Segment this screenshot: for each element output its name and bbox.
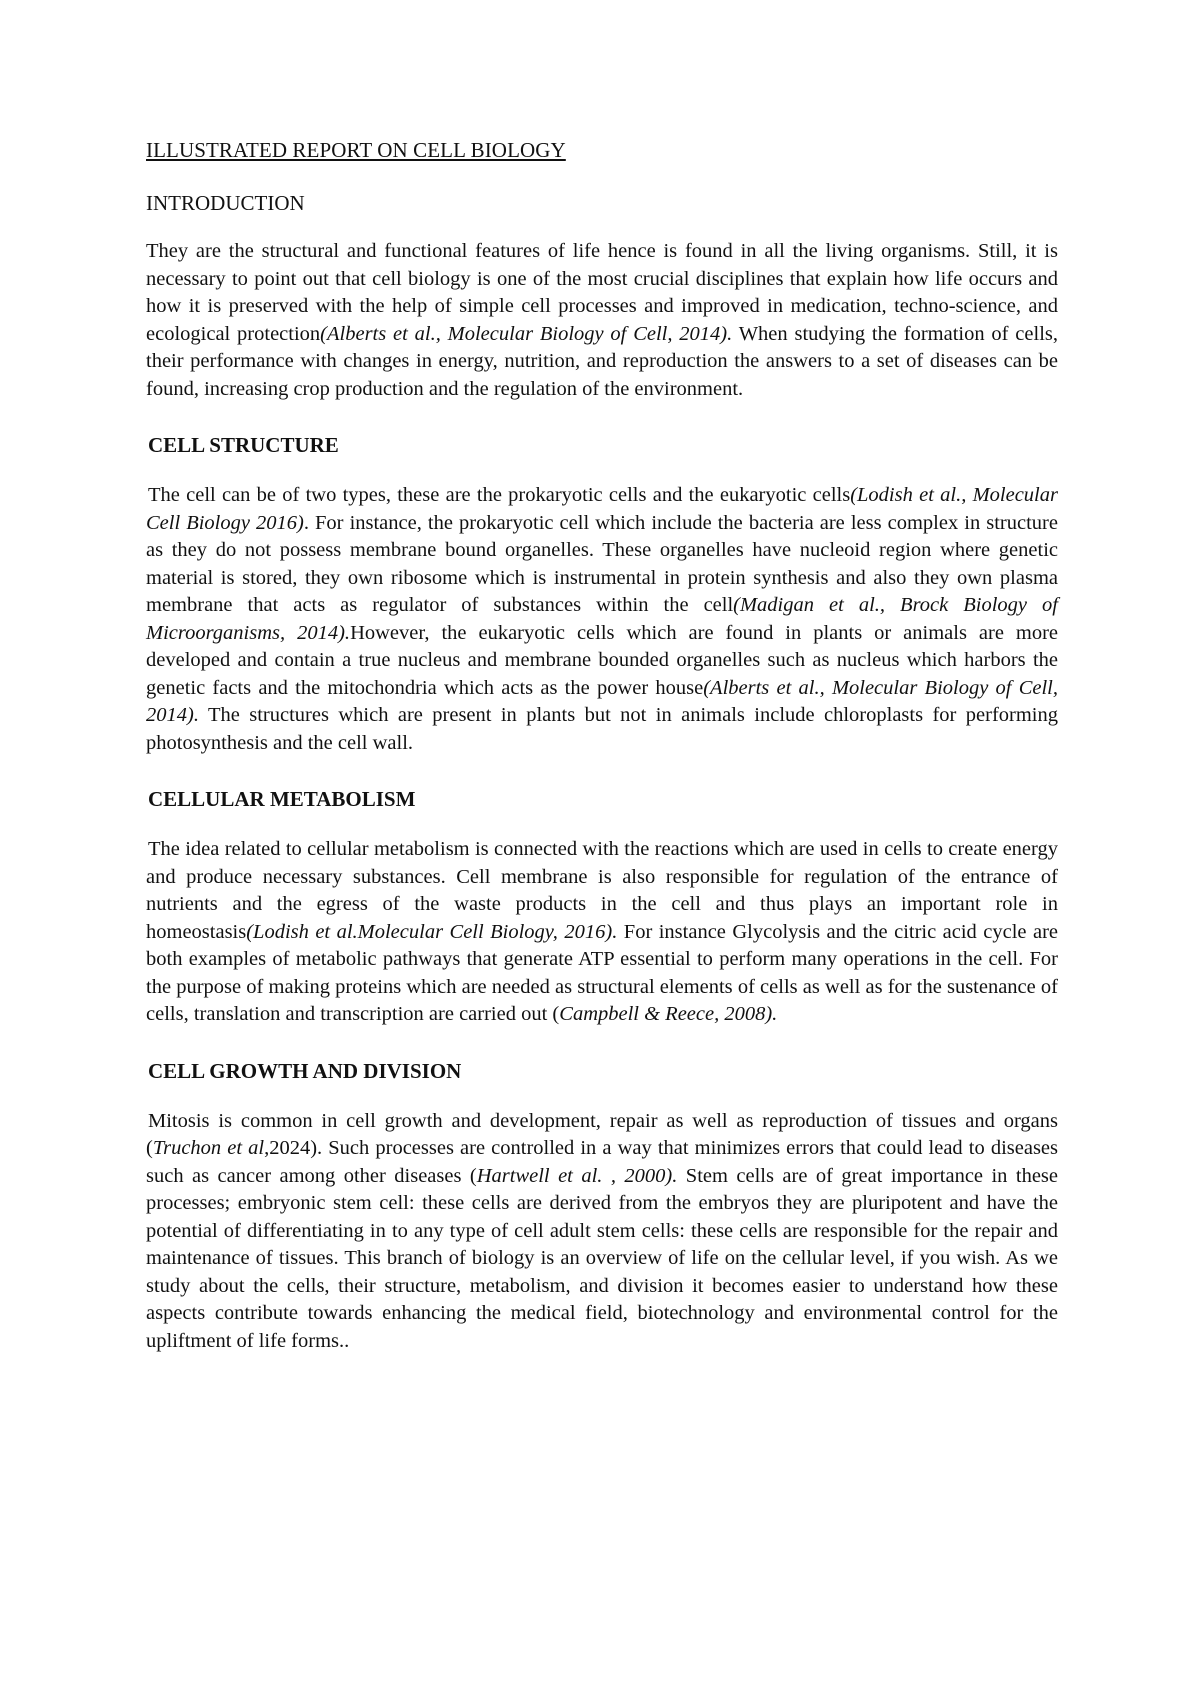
body-text: For instance Glycolysis and the citric acid cycle are both examples of metabolic pathways that generate ATP essential to perform many operations in the cell. For the purpose of making proteins which are needed as structural elements of cells as well as for the sustenance of cells, translation and transcription are carried out ( — [146, 920, 1058, 1025]
document-page — [146, 138, 1058, 1385]
body-text: Stem cells are of great importance in these processes; embryonic stem cell: these cells are derived from the embryos they are pluripotent and have the potential of differentiating in to any type of cell adult stem cells: these cells are responsible for the repair and maintenance of tissues. This branch of biology is an overview of life on the cellular level, if you wish. As we study about the cells, their structure, metabolism, and division it becomes easier to understand how these aspects contribute towards enhancing the medical field, biotechnology and environmental control for the upliftment of life forms.. — [146, 1164, 1058, 1352]
citation-text: (Alberts et al., Molecular Biology of Cell, 2014). — [146, 676, 1058, 726]
citation-text: Hartwell et al. , 2000). — [476, 1164, 678, 1187]
body-text: The structures which are present in plants but not in animals include chloroplasts for performing photosynthesis and the cell wall. — [146, 704, 1058, 754]
body-text: The cell can be of two types, these are the prokaryotic cells and the eukaryotic cells — [148, 484, 851, 506]
citation-text: (Lodish et al., Molecular Cell Biology 2016) — [146, 484, 1058, 534]
introduction-heading: INTRODUCTION — [146, 191, 305, 215]
citation-text: Campbell & Reece, 2008). — [559, 1003, 778, 1025]
document-title: ILLUSTRATED REPORT ON CELL BIOLOGY — [146, 138, 566, 162]
body-text: They are the structural and functional features of life hence is found in all the living organisms. Still, it is necessary to point out that cell biology is one of the most crucial disciplines that explain how life occurs and how it is preserved with the help of simple cell processes and improved in medication, techno-science, and ecological protection — [146, 240, 1058, 345]
cell-structure-heading: CELL STRUCTURE — [148, 433, 339, 457]
body-text: However, the eukaryotic cells which are found in plants or animals are more developed and contain a true nucleus and membrane bounded organelles such as nucleus which harbors the genetic facts and the mitochondria which acts as the power house — [146, 621, 1058, 699]
cell-growth-division-heading: CELL GROWTH AND DIVISION — [148, 1058, 462, 1083]
cellular-metabolism-paragraph — [146, 836, 1058, 1029]
cell-growth-division-paragraph — [146, 1108, 1058, 1356]
introduction-paragraph — [146, 238, 1058, 403]
body-text: The idea related to cellular metabolism is connected with the reactions which are used in cells to create energy and produce necessary substances. Cell membrane is also responsible for regulation of the entrance of nutrients and the egress of the waste products in the cell and thus plays an important role in homeostasis — [146, 838, 1058, 943]
citation-text: (Madigan et al., Brock Biology of Microorganisms, 2014). — [146, 594, 1058, 644]
cell-structure-paragraph — [146, 482, 1058, 757]
body-text: Mitosis is common in cell growth and development, repair as well as reproduction of tissues and organs ( — [146, 1109, 1058, 1159]
citation-text: Truchon et al — [152, 1137, 265, 1159]
body-text: When studying the formation of cells, their performance with changes in energy, nutrition, and reproduction the answers to a set of diseases can be found, increasing crop production and the regulation of the environment. — [146, 322, 1059, 400]
body-text: . For instance, the prokaryotic cell which include the bacteria are less complex in structure as they do not possess membrane bound organelles. These organelles have nucleoid region where genetic material is stored, they own ribosome which is instrumental in protein synthesis and also they own plasma membrane that acts as regulator of substances within the cell — [146, 511, 1058, 616]
body-text: ,2024). Such processes are controlled in a way that minimizes errors that could lead to diseases such as cancer among other diseases ( — [146, 1137, 1058, 1187]
cellular-metabolism-heading: CELLULAR METABOLISM — [148, 787, 416, 811]
citation-text: (Alberts et al., Molecular Biology of Cell, 2014). — [320, 322, 733, 345]
citation-text: (Lodish et al.Molecular Cell Biology, 2016). — [246, 920, 618, 943]
